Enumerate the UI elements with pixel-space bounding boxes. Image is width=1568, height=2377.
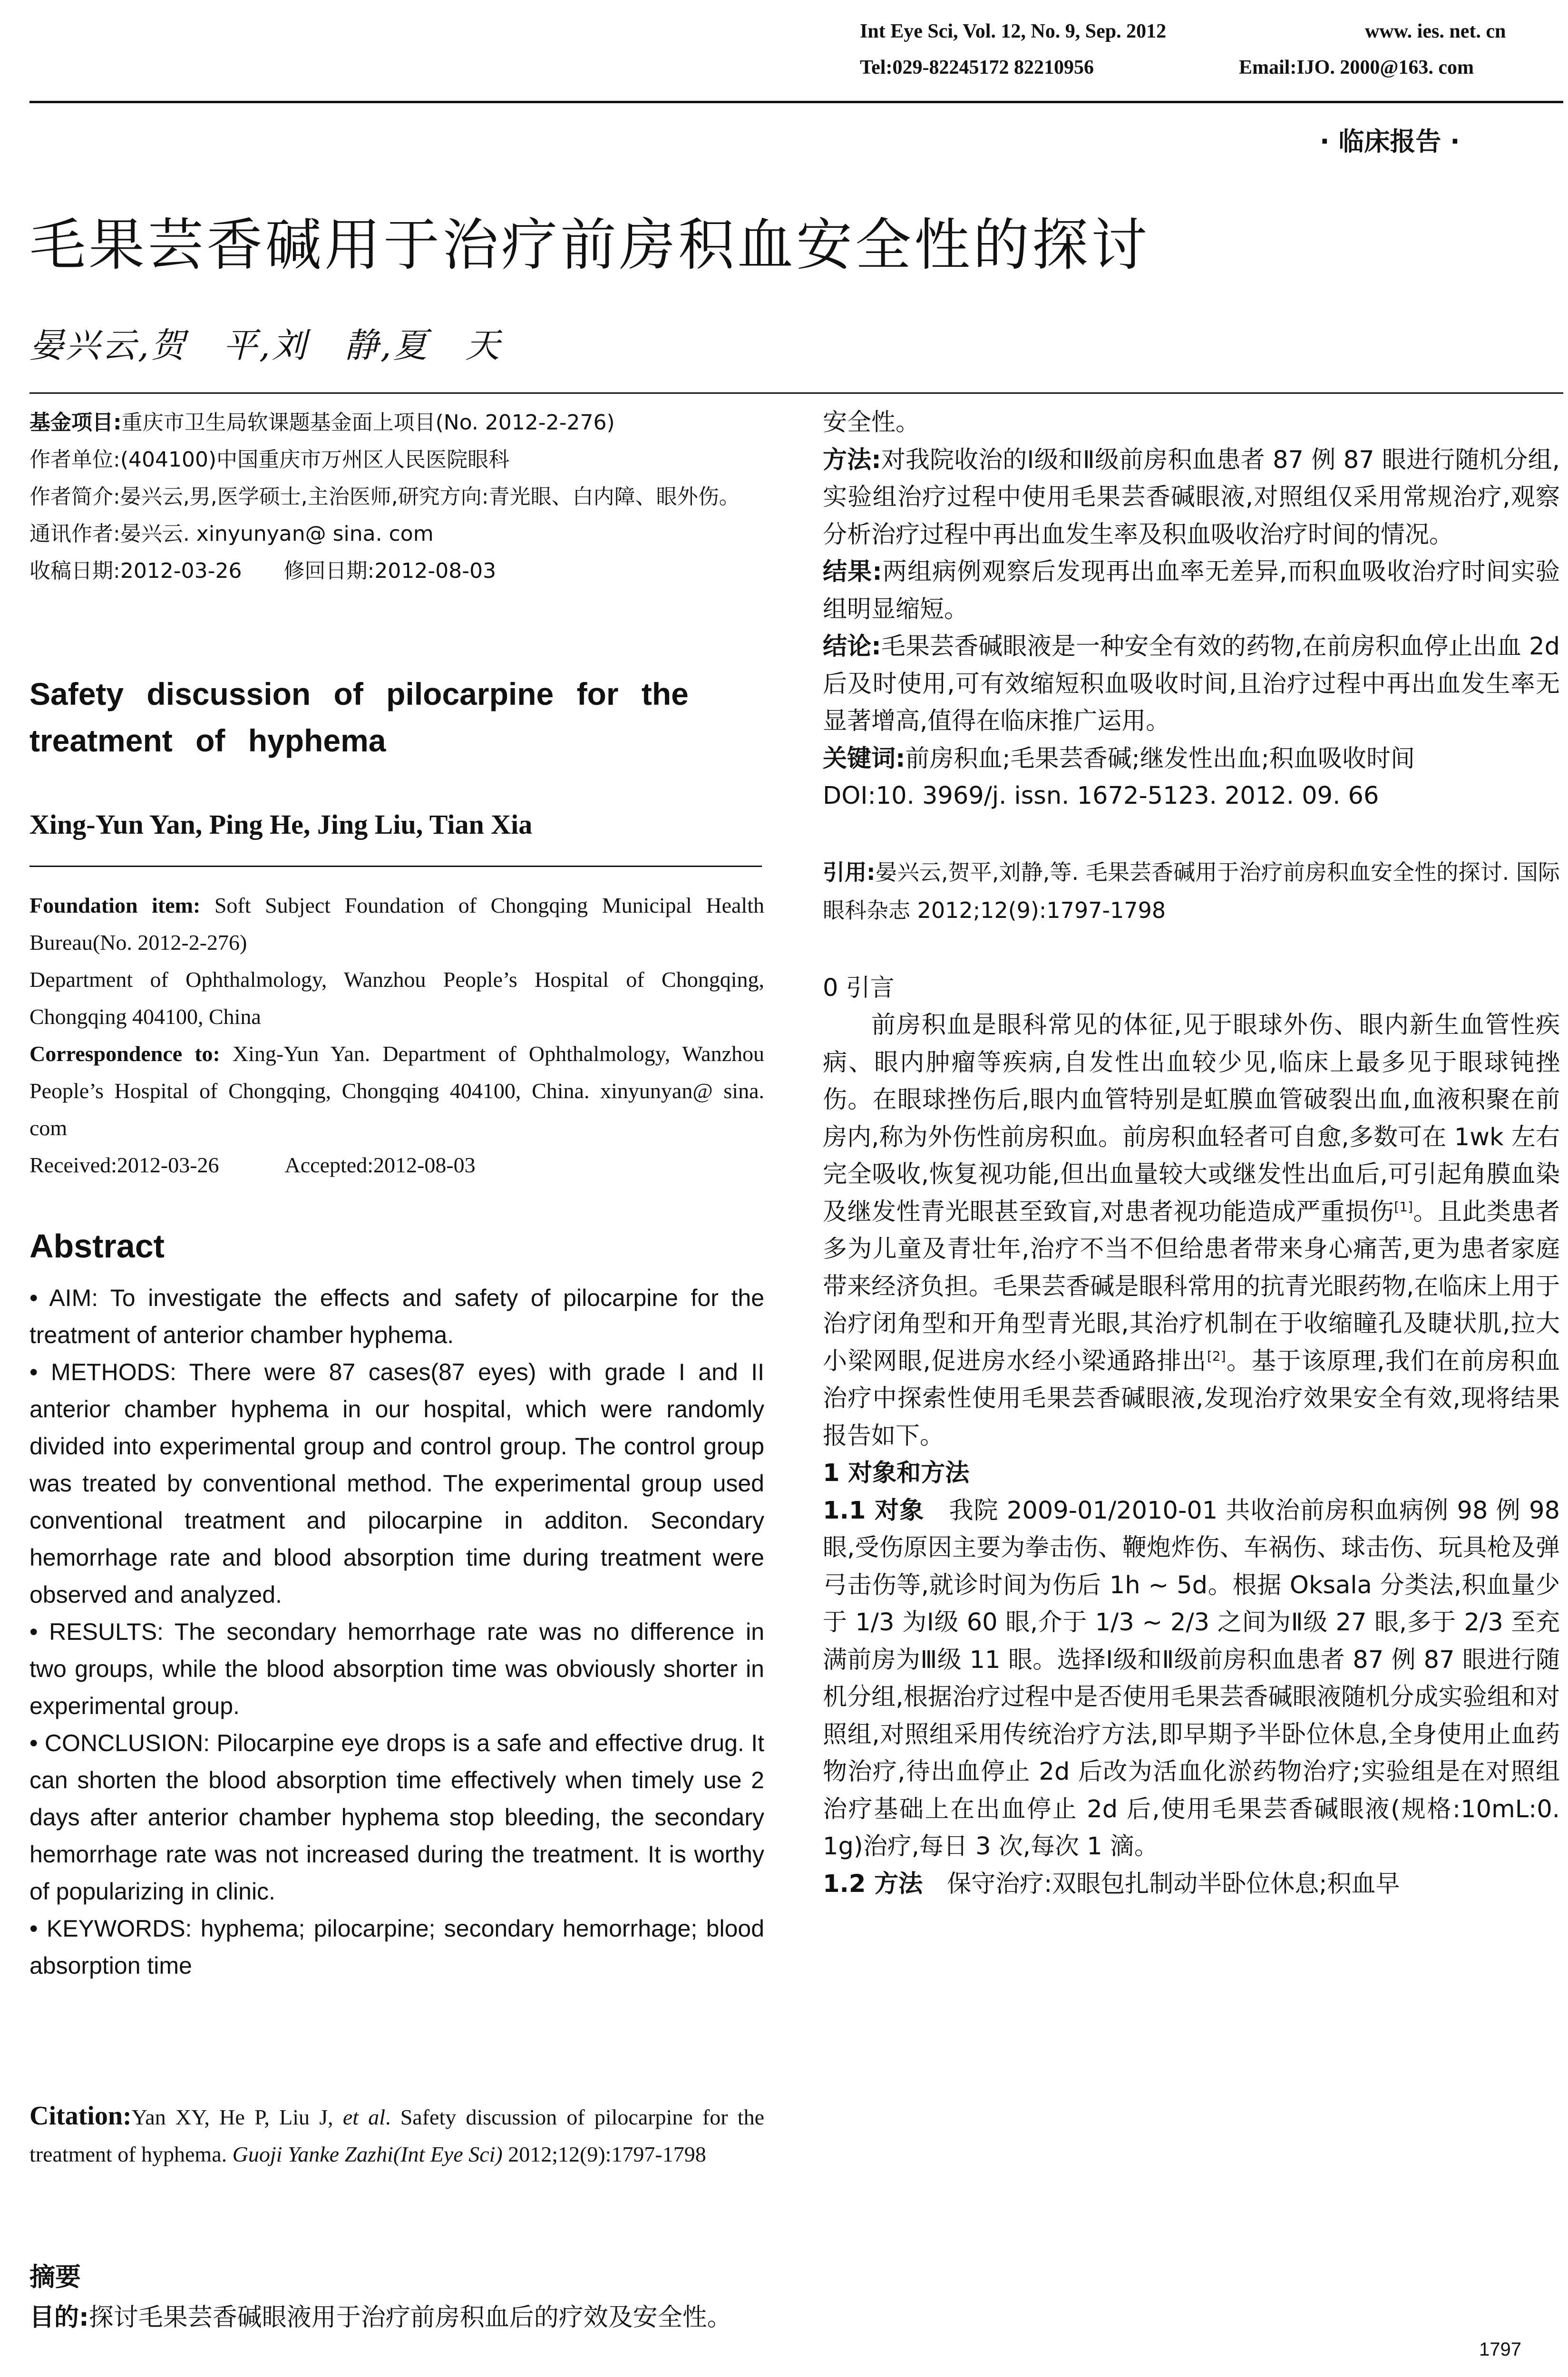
cn-purpose-label: 目的: [29, 2303, 89, 2332]
dates-cn: 收稿日期:2012-03-26 修回日期:2012-08-03 [29, 559, 497, 583]
cn-keywords-text: 前房积血;毛果芸香碱;继发性出血;积血吸收时间 [905, 744, 1415, 773]
cn-results-label: 结果: [823, 558, 882, 586]
journal-tel: Tel:029-82245172 82210956 [860, 57, 1094, 78]
cn-conclusion-label: 结论: [823, 633, 881, 661]
ref-1: [1] [1394, 1198, 1413, 1215]
foundation-label: 基金项目: [29, 410, 122, 435]
abstract-keywords: • KEYWORDS: hyphema; pilocarpine; secondary hemorrhage; blood absorption time [29, 1915, 764, 1979]
title-rule [29, 392, 1563, 394]
cn-meta-block [29, 404, 771, 590]
cn-purpose-text: 探讨毛果芸香碱眼液用于治疗前房积血后的疗效及安全性。 [88, 2303, 732, 2332]
ref-2: [2] [1207, 1348, 1226, 1364]
en-meta-block [29, 887, 764, 1184]
cn-cite-label: 引用: [823, 859, 876, 885]
corresponding-author: 通讯作者:晏兴云. xinyunyan@ sina. com [29, 522, 434, 546]
citation-issue: 2012;12(9):1797-1798 [508, 2142, 706, 2166]
foundation-en-text: Soft Subject Foundation of Chongqing Municipal Health Bureau(No. 2012-2-276) [29, 893, 764, 955]
en-title: Safety discussion of pilocarpine for the treatment of hyphema [29, 676, 689, 758]
citation-journal: Guoji Yanke Zazhi(Int Eye Sci) [232, 2142, 503, 2166]
abstract-heading: Abstract [29, 1227, 165, 1265]
citation-authors: Yan XY, He P, Liu J, [131, 2105, 333, 2129]
abstract-results: • RESULTS: The secondary hemorrhage rate was no difference in two groups, while the blood absorption time was obviously shorter in experimental group. [29, 1618, 764, 1719]
en-authors-rule [29, 866, 762, 867]
s11-label: 1.1 对象 [823, 1496, 925, 1525]
journal-info: Int Eye Sci, Vol. 12, No. 9, Sep. 2012 [860, 20, 1167, 42]
intro-paragraph: 前房积血是眼科常见的体征,见于眼球外伤、眼内新生血管性疾病、眼内肿瘤等疾病,自发性出血较少见,临床上最多见于眼球钝挫伤。在眼球挫伤后,眼内血管特别是虹膜血管破裂出血,血液积聚在前房内,称为外伤性前房积血。前房积血轻者可自愈,多数可在 1wk 左右完全吸收,恢复视功能,但出血量较大或继发性出血后,可引起角膜血染及继发性青光眼甚至致盲,对患者视功能造成严重损伤[1]。且此类患者多为儿童及青壮年,治疗不当不但给患者带来身心痛苦,更为患者家庭带来经济负担。毛果芸香碱是眼科常用的抗青光眼药物,在临床上用于治疗闭角型和开角型青光眼,其治疗机制在于收缩瞳孔及睫状肌,拉大小梁网眼,促进房水经小梁通路排出[2]。基于该原理,我们在前房积血治疗中探索性使用毛果芸香碱眼液,发现治疗效果安全有效,现将结果报告如下。 [823, 1011, 1560, 1450]
author-unit: 作者单位:(404100)中国重庆市万州区人民医院眼科 [29, 448, 510, 472]
header-rule [29, 101, 1563, 103]
citation-label: Citation: [29, 2101, 132, 2131]
cn-purpose-cont: 安全性。 [823, 409, 920, 437]
cn-conclusion-text: 毛果芸香碱眼液是一种安全有效的药物,在前房积血停止出血 2d 后及时使用,可有效缩短积血吸收时间,且治疗过程中再出血发生率无显著增高,值得在临床推广运用。 [823, 633, 1560, 735]
journal-website: www. ies. net. cn [1365, 20, 1506, 42]
page-title: 毛果芸香碱用于治疗前房积血安全性的探讨 [29, 212, 1150, 278]
cn-abstract-heading: 摘要 [29, 2262, 81, 2292]
abstract-conclusion: • CONCLUSION: Pilocarpine eye drops is a safe and effective drug. It can shorten the blood absorption time effectively when timely use 2 days after anterior chamber hyphema stop bleeding, the secondary hemorrhage rate was not increased during the treatment. It is worthy of popularizing in clinic. [29, 1730, 764, 1905]
abstract-body [29, 1279, 764, 1984]
authors-cn: 晏兴云,贺 平,刘 静,夏 天 [29, 325, 502, 365]
correspondence-text: Xing-Yun Yan. Department of Ophthalmology, Wanzhou People’s Hospital of Chongqing, Chongqing 404100, China. xinyunyan@ sina. com [29, 1042, 764, 1140]
foundation-text: 重庆市卫生局软课题基金面上项目(No. 2012-2-276) [121, 410, 615, 435]
dates-en: Received:2012-03-26 Accepted:2012-08-03 [29, 1153, 476, 1177]
cn-purpose-line [29, 2297, 764, 2333]
en-authors: Xing-Yun Yan, Ping He, Jing Liu, Tian Xia [29, 809, 533, 840]
s12-label: 1.2 方法 [823, 1870, 923, 1898]
department-en: Department of Ophthalmology, Wanzhou People’s Hospital of Chongqing, Chongqing 404100, China [29, 967, 764, 1029]
section1-heading: 1 对象和方法 [823, 1459, 970, 1487]
foundation-en-label: Foundation item: [29, 893, 201, 917]
journal-email: Email:IJO. 2000@163. com [1239, 57, 1474, 78]
cn-cite-text: 晏兴云,贺平,刘静,等. 毛果芸香碱用于治疗前房积血安全性的探讨. 国际眼科杂志 2012;12(9):1797-1798 [823, 859, 1560, 923]
author-bio: 作者简介:晏兴云,男,医学硕士,主治医师,研究方向:青光眼、白内障、眼外伤。 [29, 485, 740, 509]
right-column [823, 404, 1560, 1903]
citation-etal: et al [342, 2105, 386, 2129]
doi: DOI:10. 3969/j. issn. 1672-5123. 2012. 09. 66 [823, 782, 1379, 810]
s11-text: 我院 2009-01/2010-01 共收治前房积血病例 98 例 98 眼,受伤原因主要为拳击伤、鞭炮炸伤、车祸伤、球击伤、玩具枪及弹弓击伤等,就诊时间为伤后 1h ~ 5d。根据 Oksala 分类法,积血量少于 1/3 为Ⅰ级 60 眼,介于 1/3 ~ 2/3 之间为Ⅱ级 27 眼,多于 2/3 至充满前房为Ⅲ级 11 眼。选择Ⅰ级和Ⅱ级前房积血患者 87 例 87 眼进行随机分组,根据治疗过程中是否使用毛果芸香碱眼液随机分成实验组和对照组,对照组采用传统治疗方法,即早期予半卧位休息,全身使用止血药物治疗,待出血停止 2d 后改为活血化淤药物治疗;实验组是在对照组治疗基础上在出血停止 2d 后,使用毛果芸香碱眼液(规格:10mL:0. 1g)治疗,每日 3 次,每次 1 滴。 [823, 1496, 1560, 1861]
cn-methods-label: 方法: [823, 446, 881, 474]
intro-heading: 0 引言 [823, 974, 895, 1002]
section-label: · 临床报告 · [1320, 127, 1460, 156]
abstract-methods: • METHODS: There were 87 cases(87 eyes) with grade I and II anterior chamber hyphema in our hospital, which were randomly divided into experimental group and control group. The control group was treated by conventional method. The experimental group used conventional treatment and pilocarpine in additon. Secondary hemorrhage rate and blood absorption time during treatment were observed and analyzed. [29, 1359, 764, 1608]
citation-block [29, 2097, 764, 2173]
cn-keywords-label: 关键词: [823, 744, 906, 773]
abstract-aim: • AIM: To investigate the effects and safety of pilocarpine for the treatment of anterior chamber hyphema. [29, 1285, 764, 1348]
correspondence-label: Correspondence to: [29, 1042, 220, 1066]
cn-methods-text: 对我院收治的Ⅰ级和Ⅱ级前房积血患者 87 例 87 眼进行随机分组,实验组治疗过程中使用毛果芸香碱眼液,对照组仅采用常规治疗,观察分析治疗过程中再出血发生率及积血吸收治疗时间的情况。 [823, 446, 1560, 549]
s12-text: 保守治疗:双眼包扎制动半卧位休息;积血早 [947, 1870, 1400, 1898]
citation-title: . Safety discussion of pilocarpine for the treatment of hyphema. [29, 2105, 764, 2166]
cn-results-text: 两组病例观察后发现再出血率无差异,而积血吸收治疗时间实验组明显缩短。 [823, 558, 1560, 623]
page-number: 1797 [1479, 2339, 1521, 2360]
